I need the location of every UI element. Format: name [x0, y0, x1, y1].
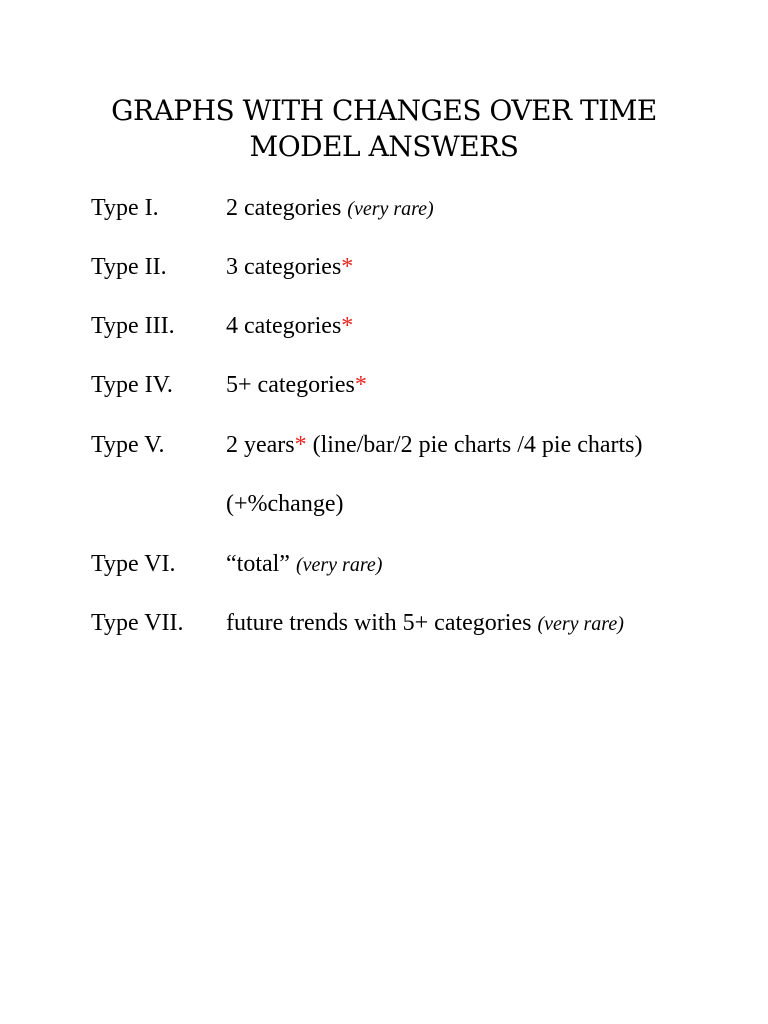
description-text: “total”	[226, 551, 290, 577]
description-text: future trends with 5+ categories	[226, 610, 532, 636]
type-label: Type III.	[91, 313, 175, 339]
type-description	[226, 549, 382, 580]
asterisk-mark: *	[354, 372, 367, 398]
type-label: Type IV.	[91, 372, 173, 398]
type-label: Type V.	[91, 432, 165, 458]
chart-types-text: (line/bar/2 pie charts /4 pie charts)	[306, 432, 643, 458]
type-description	[226, 252, 353, 282]
type-label: Type I.	[91, 195, 159, 221]
percent-change-note: (+%change)	[226, 491, 344, 517]
title-line-2: MODEL ANSWERS	[249, 130, 519, 163]
type-description	[226, 370, 367, 400]
title-line-1: GRAPHS WITH CHANGES OVER TIME	[111, 94, 657, 127]
asterisk-mark: *	[341, 254, 354, 280]
type-description	[226, 193, 434, 224]
page-title	[0, 93, 768, 165]
rarity-note: (very rare)	[295, 554, 383, 576]
description-text: 4 categories	[226, 313, 342, 339]
type-description	[226, 430, 643, 460]
rarity-note: (very rare)	[537, 613, 624, 635]
type-label: Type VI.	[91, 551, 176, 577]
description-text: 2 categories	[226, 195, 342, 221]
type-label: Type VII.	[91, 610, 184, 636]
description-text: 2 years	[226, 432, 295, 458]
rarity-note: (very rare)	[347, 198, 434, 220]
description-text: 5+ categories	[226, 372, 355, 398]
description-text: 3 categories	[226, 254, 342, 280]
asterisk-mark: *	[341, 313, 354, 339]
asterisk-mark: *	[294, 432, 307, 458]
type-description	[226, 311, 353, 341]
type-label: Type II.	[91, 254, 167, 280]
type-description	[226, 608, 624, 639]
